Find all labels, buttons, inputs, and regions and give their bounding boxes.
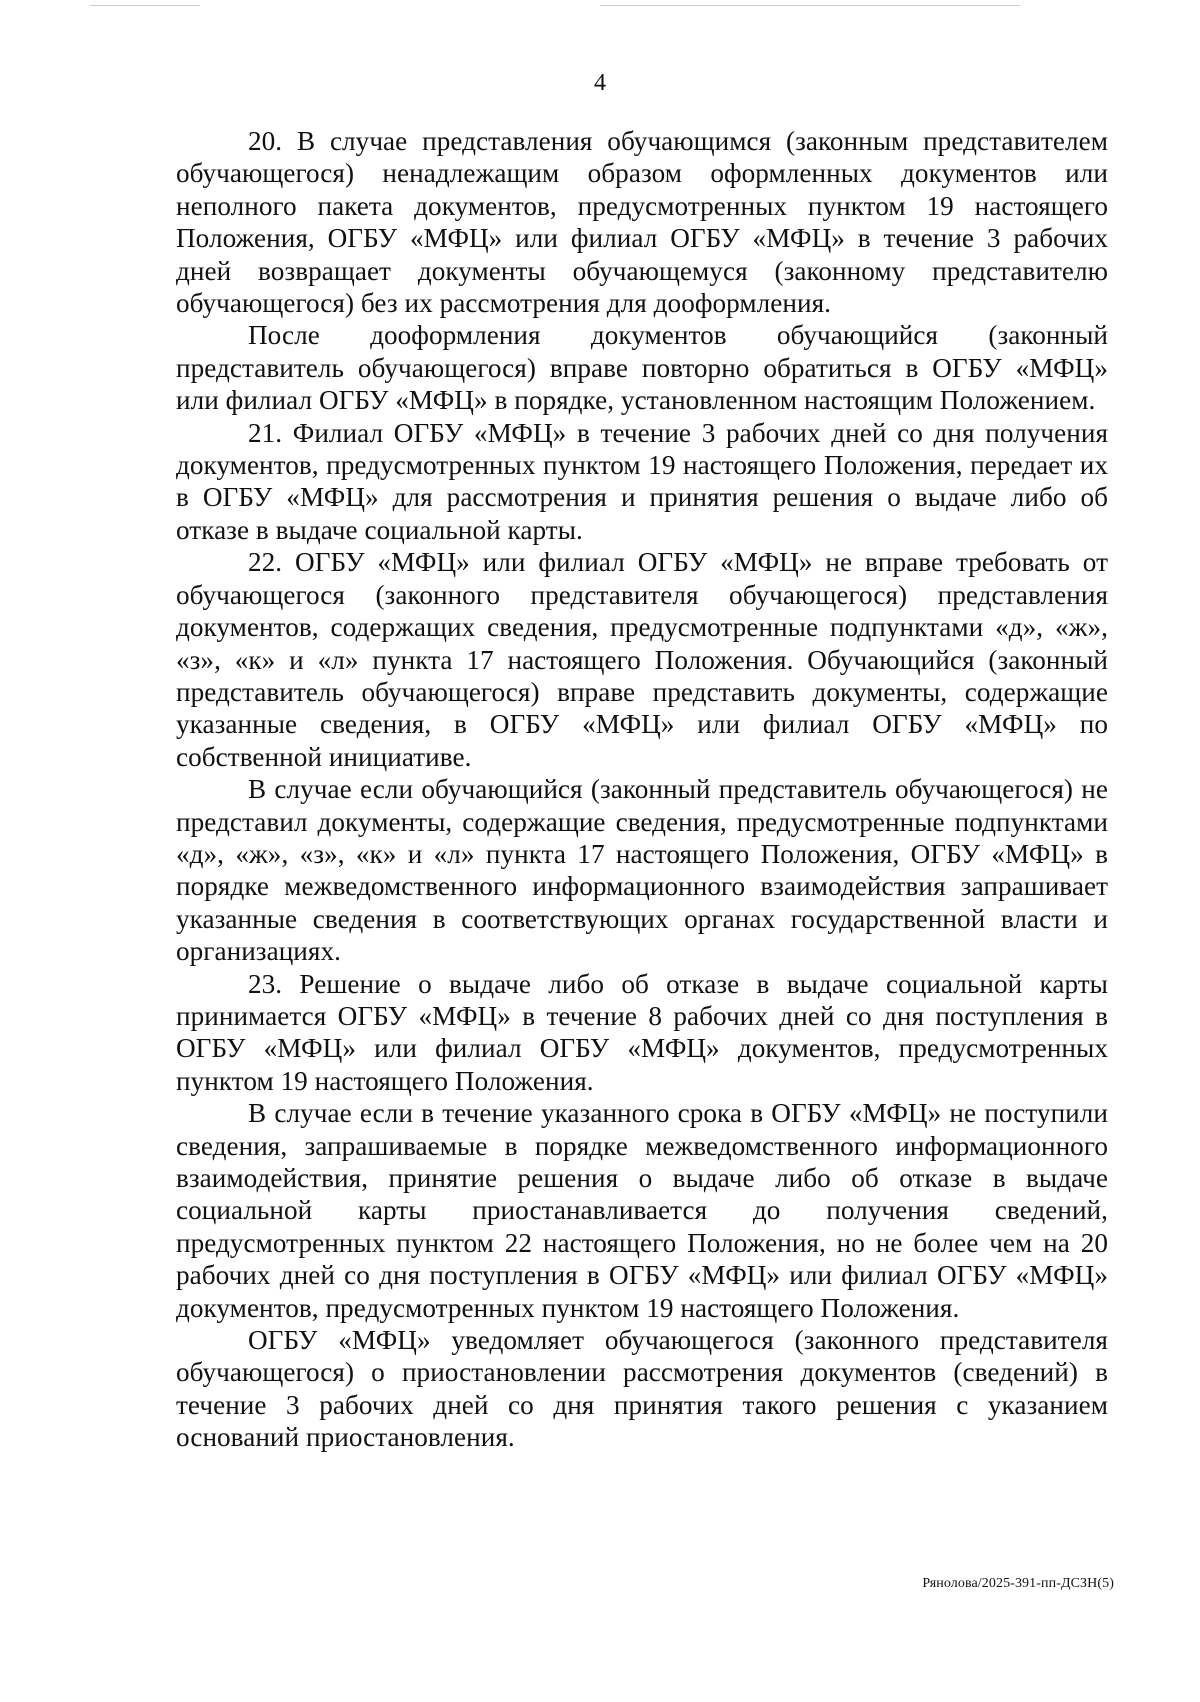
scan-edge-mark <box>90 5 200 6</box>
paragraph-22-continuation: В случае если обучающийся (законный представитель обучающегося) не представил документы, содержащие сведения, предусмотренные подпунктами «д», «ж», «з», «к» и «л» пункта 17 настоящего Положения, ОГБУ «МФЦ» в порядке межведомственного информационного взаимодействия запрашивает указанные сведения в соответствующих органах государственной власти и организациях. <box>176 774 1108 967</box>
paragraph-21: 21. Филиал ОГБУ «МФЦ» в течение 3 рабочих дней со дня получения документов, предусмотренных пунктом 19 настоящего Положения, передает их в ОГБУ «МФЦ» для рассмотрения и принятия решения о выдаче либо об отказе в выдаче социальной карты. <box>176 417 1108 545</box>
paragraph-23-continuation: В случае если в течение указанного срока в ОГБУ «МФЦ» не поступили сведения, запрашиваемые в порядке межведомственного информационного взаимодействия, принятие решения о выдаче либо об отказе в выдаче социальной карты приостанавливается до получения сведений, предусмотренных пунктом 22 настоящего Положения, но не более чем на 20 рабочих дней со дня поступления в ОГБУ «МФЦ» или филиал ОГБУ «МФЦ» документов, предусмотренных пунктом 19 настоящего Положения. <box>176 1098 1108 1323</box>
document-body <box>176 125 1108 1454</box>
paragraph-23-notice: ОГБУ «МФЦ» уведомляет обучающегося (законного представителя обучающегося) о приостановлении рассмотрения документов (сведений) в течение 3 рабочих дней со дня принятия такого решения с указанием оснований приостановления. <box>176 1325 1108 1453</box>
page-number: 4 <box>594 70 606 96</box>
paragraph-22: 22. ОГБУ «МФЦ» или филиал ОГБУ «МФЦ» не вправе требовать от обучающегося (законного представителя обучающегося) представления документов, содержащих сведения, предусмотренные подпунктами «д», «ж», «з», «к» и «л» пункта 17 настоящего Положения. Обучающийся (законный представитель обучающегося) вправе представить документы, содержащие указанные сведения, в ОГБУ «МФЦ» или филиал ОГБУ «МФЦ» по собственной инициативе. <box>176 547 1108 772</box>
paragraph-20-continuation: После дооформления документов обучающийся (законный представитель обучающегося) вправе повторно обратиться в ОГБУ «МФЦ» или филиал ОГБУ «МФЦ» в порядке, установленном настоящим Положением. <box>176 320 1108 416</box>
scan-edge-mark <box>600 5 1020 6</box>
document-reference-code: Рянолова/2025-391-пп-ДСЗН(5) <box>922 1576 1114 1591</box>
paragraph-23: 23. Решение о выдаче либо об отказе в выдаче социальной карты принимается ОГБУ «МФЦ» в течение 8 рабочих дней со дня поступления в ОГБУ «МФЦ» или филиал ОГБУ «МФЦ» документов, предусмотренных пунктом 19 настоящего Положения. <box>176 968 1108 1096</box>
paragraph-20: 20. В случае представления обучающимся (законным представителем обучающегося) ненадлежащим образом оформленных документов или неполного пакета документов, предусмотренных пунктом 19 настоящего Положения, ОГБУ «МФЦ» или филиал ОГБУ «МФЦ» в течение 3 рабочих дней возвращает документы обучающемуся (законному представителю обучающегося) без их рассмотрения для дооформления. <box>176 126 1108 319</box>
